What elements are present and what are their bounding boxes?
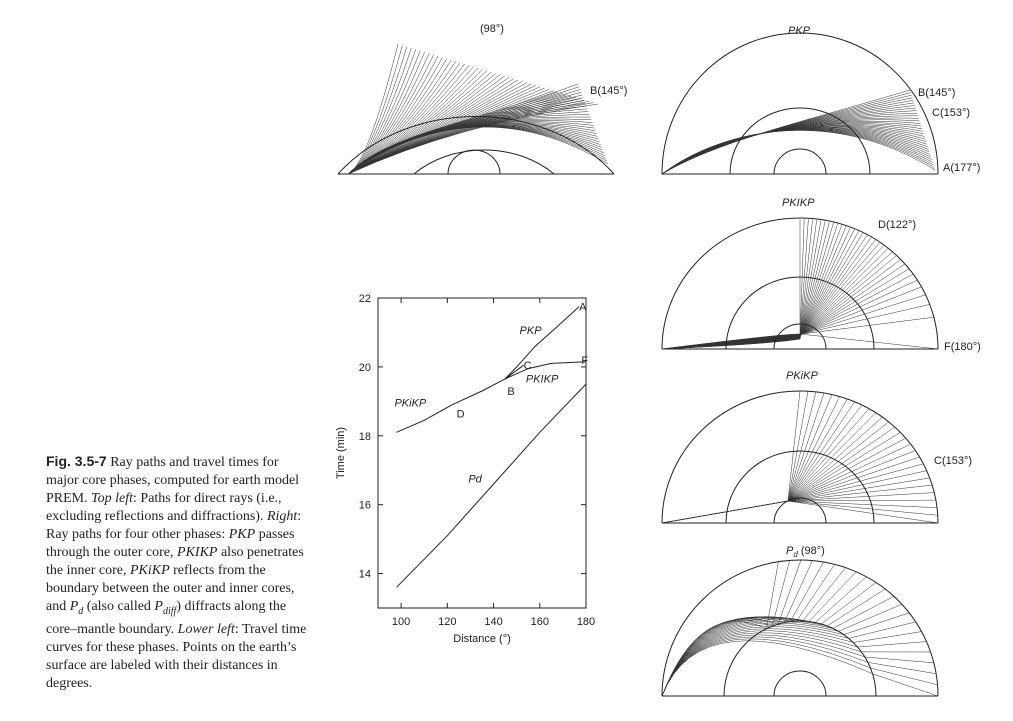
- point-label: C: [523, 360, 532, 373]
- ray-path: [348, 92, 558, 174]
- series-label: PKIKP: [525, 373, 559, 386]
- direct-distance-label: (98°): [480, 23, 504, 35]
- ray-path: [348, 97, 576, 174]
- ray-path: [662, 249, 888, 349]
- caption-fragment: Right: [266, 509, 298, 524]
- caption-fragment: passes through the outer core,: [46, 527, 295, 560]
- caption-fragment: (also called: [83, 599, 155, 614]
- ray-path: [662, 391, 800, 523]
- x-tick-label: 180: [576, 616, 596, 628]
- ray-path: [662, 221, 821, 349]
- caption-fragment: also penetrates the inner core,: [46, 545, 304, 578]
- inner-core-boundary: [774, 671, 826, 696]
- pkp-title: PKP: [788, 25, 811, 37]
- caption-fragment: PKP: [228, 527, 256, 542]
- ray-path: [348, 57, 442, 174]
- caption-fragment: diff: [162, 605, 177, 617]
- ray-path: [662, 422, 889, 523]
- ray-path: [662, 641, 938, 696]
- ray-path: [662, 393, 824, 523]
- caption-fragment: PKIKP: [177, 545, 218, 560]
- ray-path: [662, 235, 867, 349]
- ray-path: [662, 127, 926, 174]
- x-tick-label: 160: [530, 616, 549, 628]
- pkikp-reflected-label-c: C(153°): [934, 455, 973, 467]
- travel-time-chart: [330, 286, 605, 656]
- chart-labels: [394, 302, 588, 486]
- ray-path: [662, 501, 938, 523]
- ray-path: [662, 228, 850, 349]
- ray-path: [662, 561, 812, 697]
- caption-fragment: : Travel time curves for these phases. Points on the earth’s surface are labeled with their distances in degrees.: [46, 621, 307, 691]
- caption-fragment: Ray paths and travel times for major core phases, computed for earth model PREM.: [46, 455, 300, 506]
- core-mantle-boundary: [724, 621, 876, 696]
- ray-path: [662, 219, 808, 349]
- pkp-label-c: C(153°): [932, 107, 971, 119]
- caption-fragment: Lower left: [177, 621, 235, 637]
- pdiff-panel: [660, 538, 1000, 702]
- caption-fragment: d: [78, 605, 84, 617]
- ray-path: [348, 95, 582, 174]
- ray-path: [662, 622, 916, 696]
- pkikp-ray-paths: [662, 219, 938, 349]
- ray-path: [662, 438, 906, 523]
- ray-path: [662, 219, 800, 349]
- ray-path: [662, 577, 866, 696]
- point-label: A: [579, 301, 587, 314]
- point-label: B: [507, 386, 515, 398]
- pkikp-label-f: F(180°): [944, 341, 981, 353]
- point-label: D: [456, 408, 465, 421]
- caption-fragment: ) diffracts along the core–mantle boundary.: [46, 599, 287, 637]
- caption-fragment: PKiKP: [129, 563, 170, 578]
- x-tick-label: 100: [391, 616, 411, 628]
- series-line-pkp: [505, 307, 579, 379]
- ray-path: [662, 417, 882, 523]
- ray-path: [662, 231, 859, 349]
- ray-path: [662, 124, 922, 174]
- caption-fragment: : Ray paths for four other phases:: [46, 509, 302, 542]
- inner-core-boundary: [774, 149, 826, 174]
- y-tick-label: 14: [358, 568, 371, 581]
- point-label: F: [581, 355, 589, 367]
- caption-fragment: Top left: [91, 491, 134, 506]
- series-label: PKP: [519, 325, 542, 338]
- pkp-label-a: A(177°): [943, 162, 981, 174]
- pkikp-reflected-panel: [660, 366, 1000, 528]
- x-tick-label: 120: [438, 616, 457, 628]
- caption-fragment: : Paths for direct rays (i.e., excluding reflections and diffractions).: [46, 491, 282, 524]
- series-label: Pd: [468, 473, 482, 486]
- ray-path: [662, 500, 936, 523]
- caption-fragment: P: [69, 599, 79, 614]
- pkikp-panel: [660, 194, 1000, 356]
- chart-series: [397, 307, 587, 588]
- ray-path: [662, 596, 894, 696]
- figure-caption: [46, 452, 314, 693]
- ray-path: [662, 220, 817, 349]
- y-axis-label: Time (min): [335, 426, 347, 480]
- pkp-label-b: B(145°): [918, 87, 956, 99]
- ray-path: [662, 295, 925, 349]
- ray-path: [662, 451, 915, 524]
- y-tick-label: 20: [358, 361, 371, 374]
- pkikp-reflected-title: PKiKP: [786, 370, 818, 382]
- x-tick-label: 140: [484, 616, 503, 628]
- ray-path: [662, 397, 840, 524]
- ray-path: [662, 219, 804, 349]
- ray-path: [348, 123, 595, 174]
- x-axis-label: Distance (°): [453, 633, 511, 645]
- series-line-pd: [397, 384, 587, 587]
- pkikp-label-d: D(122°): [878, 219, 917, 231]
- ray-path: [662, 564, 835, 696]
- y-tick-label: 16: [358, 499, 371, 512]
- y-tick-label: 22: [358, 293, 371, 305]
- direct-ray-paths: [348, 44, 608, 174]
- plot-frame: [378, 298, 589, 608]
- ray-path: [662, 240, 875, 349]
- caption-figure-label: Fig. 3.5-7: [46, 453, 107, 469]
- chart-axes: [335, 293, 595, 645]
- ray-path: [662, 583, 876, 697]
- ray-path: [662, 501, 937, 523]
- pkikp-title: PKIKP: [782, 197, 815, 209]
- ray-path: [662, 391, 808, 523]
- y-tick-label: 18: [358, 430, 371, 443]
- core-mantle-boundary: [414, 150, 554, 174]
- caption-fragment: reflects from the boundary between the outer and inner cores, and: [46, 563, 295, 614]
- pkikp-reflected-ray-paths: [662, 391, 938, 523]
- ray-path: [662, 113, 917, 174]
- ray-path: [662, 243, 879, 349]
- surface-circle: [662, 391, 938, 523]
- ray-path: [348, 109, 587, 174]
- pkp-panel: [660, 20, 1000, 182]
- ray-path: [348, 56, 438, 174]
- direct-rays-panel: [328, 14, 638, 182]
- ray-path: [662, 304, 930, 349]
- caption-text: [46, 455, 306, 691]
- surface-circle: [662, 560, 938, 696]
- ray-path: [662, 572, 856, 696]
- ray-path: [662, 252, 892, 349]
- pdiff-ray-paths: [662, 560, 938, 696]
- ray-path: [662, 220, 813, 349]
- ray-path: [662, 639, 938, 696]
- direct-end-label: B(145°): [590, 85, 628, 97]
- series-label: PKiKP: [394, 397, 427, 410]
- ray-path: [662, 127, 925, 174]
- pdiff-title: $P_d$ (98°): [786, 545, 825, 559]
- pkp-ray-paths: [662, 90, 935, 174]
- caption-fragment: P: [154, 599, 163, 614]
- ray-path: [662, 432, 900, 523]
- ray-path: [662, 501, 938, 523]
- ray-path: [662, 399, 847, 523]
- ray-path: [662, 568, 846, 696]
- ray-path: [662, 613, 909, 696]
- ray-path: [662, 560, 801, 696]
